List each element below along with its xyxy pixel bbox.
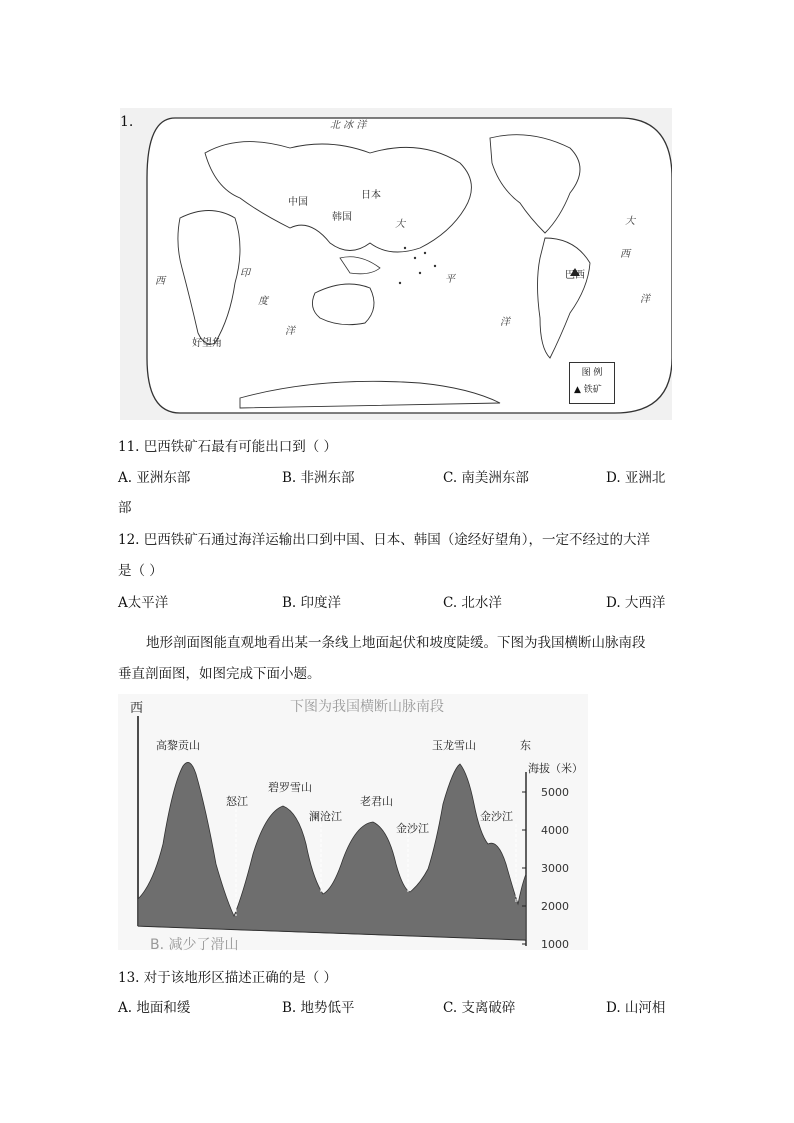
intro-line-2: 垂直剖面图，如图完成下面小题。 [118,666,321,682]
label-cape-good-hope: 好望角 [192,338,222,349]
question-11-stem: 11. 巴西铁矿石最有可能出口到（ ） [118,439,338,455]
label-yang-1: 洋 [285,326,295,337]
map-legend [569,362,615,404]
tick-2000: 2000 [541,900,569,913]
label-xi-right: 西 [620,249,630,260]
q13-option-c: C. 支离破碎 [443,1000,516,1016]
label-ping: 平 [445,274,455,285]
label-yang-3: 洋 [640,294,650,305]
tick-5000: 5000 [541,786,569,799]
q12-option-a: A太平洋 [118,595,169,611]
q11-option-d-wrap: 部 [118,500,132,516]
label-yang-2: 洋 [500,317,510,328]
q11-option-a: A. 亚洲东部 [118,470,191,486]
q12-option-c: C. 北水洋 [443,595,502,611]
river-label-jinsha-1: 金沙江 [396,822,429,835]
tick-3000: 3000 [541,862,569,875]
label-china: 中国 [288,197,308,208]
q11-option-d: D. 亚洲北 [606,470,666,486]
label-xi-left: 西 [155,276,165,287]
profile-east-label: 东 [520,739,531,752]
legend-item-iron: 铁矿 [583,385,602,395]
label-da-2: 大 [625,216,635,227]
label-korea: 韩国 [332,212,352,223]
tick-4000: 4000 [541,824,569,837]
peak-label-gaoligong: 高黎贡山 [156,739,200,752]
q12-option-d: D. 大西洋 [606,595,666,611]
profile-faint-header: 下图为我国横断山脉南段 [290,699,444,715]
q11-option-c: C. 南美洲东部 [443,470,529,486]
label-yin: 印 [240,268,250,279]
peak-label-laojun: 老君山 [360,795,393,808]
terrain-profile [118,694,588,950]
q12-option-b: B. 印度洋 [282,595,342,611]
profile-west-label: 西 [130,701,144,716]
river-label-jinsha-2: 金沙江 [480,810,513,823]
profile-faint-footer: B. 减少了滑山 [150,937,239,953]
river-label-nu: 怒江 [226,795,248,808]
label-du: 度 [258,296,268,307]
q13-option-b: B. 地势低平 [282,1000,355,1016]
intro-line-1: 地形剖面图能直观地看出某一条线上地面起伏和坡度陡缓。下图为我国横断山脉南段 [146,635,646,651]
question-12-stem-line2: 是（ ） [118,563,163,579]
triangle-icon: ▲ [574,385,581,395]
tick-1000: 1000 [541,938,569,951]
label-japan: 日本 [361,190,381,201]
peak-label-yulong: 玉龙雪山 [432,739,476,752]
legend-title: 图 例 [581,368,603,378]
peak-label-biluo: 碧罗雪山 [268,781,312,794]
map-corner-mark: 1. [120,114,134,130]
question-12-stem-line1: 12. 巴西铁矿石通过海洋运输出口到中国、日本、韩国（途经好望角），一定不经过的大洋 [118,532,651,548]
river-label-lancang: 澜沧江 [309,810,342,823]
terrain-profile-svg [118,694,588,950]
question-13-stem: 13. 对于该地形区描述正确的是（ ） [118,970,338,986]
label-arctic-ocean: 北 冰 洋 [330,120,367,131]
q11-option-b: B. 非洲东部 [282,470,355,486]
label-brazil: 巴西 [565,270,585,281]
q13-option-a: A. 地面和缓 [118,1000,191,1016]
q13-option-d: D. 山河相 [606,1000,666,1016]
axis-title: 海拔（米） [528,762,583,775]
label-da: 大 [395,219,405,230]
